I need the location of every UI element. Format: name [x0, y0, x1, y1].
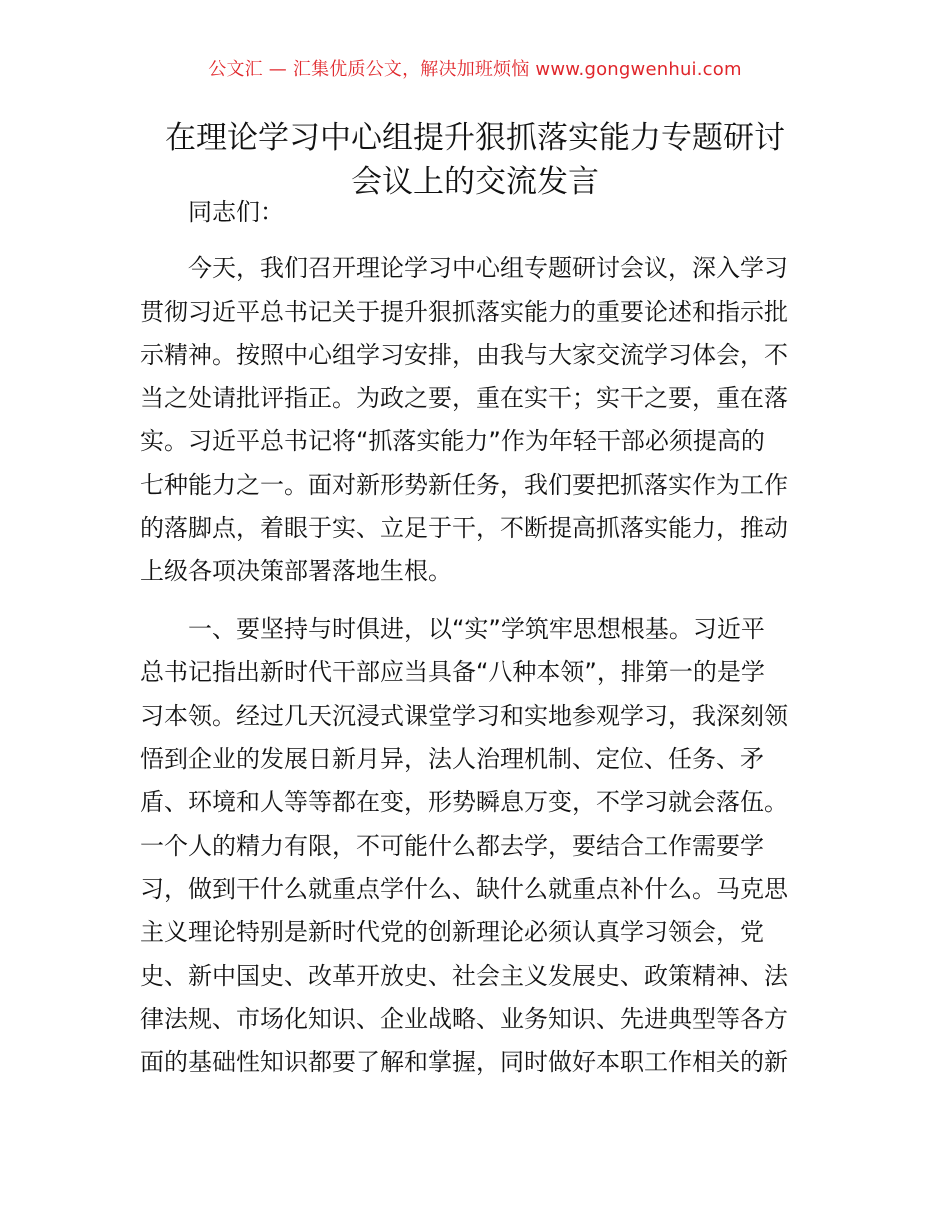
- text-line: 总书记指出新时代干部应当具备“八种本领”，排第一的是学: [140, 658, 765, 687]
- text-line: 当之处请批评指正。为政之要，重在实干；实干之要，重在落: [140, 384, 788, 413]
- paragraph-intro: [140, 247, 815, 593]
- text-line: 一个人的精力有限，不可能什么都去学，要结合工作需要学: [140, 831, 764, 860]
- title-line-2: 会议上的交流发言: [351, 164, 599, 200]
- salutation-paragraph: [140, 191, 815, 234]
- text-line: 史、新中国史、改革开放史、社会主义发展史、政策精神、法: [140, 961, 788, 990]
- text-line: 习，做到干什么就重点学什么、缺什么就重点补什么。马克思: [140, 874, 788, 903]
- text-line: 今天，我们召开理论学习中心组专题研讨会议，深入学习: [188, 254, 788, 283]
- text-line: 主义理论特别是新时代党的创新理论必须认真学习领会，党: [140, 918, 764, 947]
- text-line: 盾、环境和人等等都在变，形势瞬息万变，不学习就会落伍。: [140, 788, 788, 817]
- text-line: 习本领。经过几天沉浸式课堂学习和实地参观学习，我深刻领: [140, 701, 788, 730]
- text-line: 悟到企业的发展日新月异，法人治理机制、定位、任务、矛: [140, 745, 764, 774]
- salutation: 同志们：: [188, 198, 284, 226]
- text-line: 律法规、市场化知识、企业战略、业务知识、先进典型等各方: [140, 1004, 788, 1033]
- text-line: 实。习近平总书记将“抓落实能力”作为年轻干部必须提高的: [140, 427, 765, 456]
- text-line: 一、要坚持与时俱进，以“实”学筑牢思想根基。习近平: [188, 615, 765, 644]
- paragraph-section-1: [140, 608, 815, 1084]
- text-line: 上级各项决策部署落地生根。: [140, 557, 452, 586]
- text-line: 示精神。按照中心组学习安排，由我与大家交流学习体会，不: [140, 340, 788, 369]
- text-line: 贯彻习近平总书记关于提升狠抓落实能力的重要论述和指示批: [140, 297, 788, 326]
- document-body: [140, 191, 815, 1099]
- title-line-1: 在理论学习中心组提升狠抓落实能力专题研讨: [165, 120, 785, 156]
- text-line: 七种能力之一。面对新形势新任务，我们要把抓落实作为工作: [140, 470, 788, 499]
- text-line: 面的基础性知识都要了解和掌握，同时做好本职工作相关的新: [140, 1048, 788, 1077]
- header-watermark[interactable]: 公文汇 — 汇集优质公文，解决加班烦恼 www.gongwenhui.com: [208, 59, 742, 80]
- text-line: 的落脚点，着眼于实、立足于干，不断提高抓落实能力，推动: [140, 514, 788, 543]
